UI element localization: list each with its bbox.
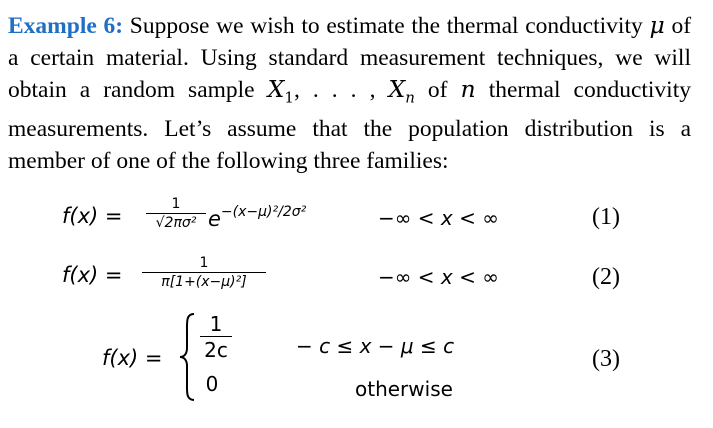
eq3-case1-numerator: 1 bbox=[209, 312, 223, 336]
x1-symbol: $X_1$ bbox=[267, 75, 294, 107]
eq1-label: (1) bbox=[592, 204, 620, 230]
eq2-range: −∞ < x < ∞ bbox=[378, 265, 499, 289]
eq1-denominator: √2πσ² bbox=[155, 215, 197, 231]
paragraph-text-4: thermal conductivity measurements. Let’s assume that the population distribution is a member of one of the following three families: bbox=[8, 77, 691, 174]
eq3-brace bbox=[178, 312, 198, 402]
eq3-case2-value: 0 bbox=[205, 372, 219, 396]
eq3-case1-condition: − c ≤ x − μ ≤ c bbox=[296, 334, 455, 358]
eq2-numerator: 1 bbox=[199, 255, 209, 271]
eq3-label: (3) bbox=[592, 346, 620, 372]
eq1-range: −∞ < x < ∞ bbox=[378, 206, 499, 230]
example-paragraph bbox=[8, 10, 691, 177]
eq1-lhs: f(x) = bbox=[62, 204, 123, 228]
eq1-numerator: 1 bbox=[171, 196, 181, 212]
paragraph-text-1: Suppose we wish to estimate the thermal conductivity bbox=[123, 13, 650, 39]
eq2-lhs: f(x) = bbox=[62, 263, 123, 287]
eq1-exponential bbox=[208, 204, 306, 231]
eq3-lhs: f(x) = bbox=[102, 346, 163, 370]
sequence-dots: , . . . , bbox=[293, 77, 389, 103]
xn-symbol: $X_n$ bbox=[388, 75, 415, 107]
n-symbol: n bbox=[460, 75, 476, 103]
eq1-exp-base: e bbox=[208, 207, 221, 231]
eq1-fraction bbox=[146, 196, 206, 231]
eq2-denominator: π[1+(x−μ)²] bbox=[161, 274, 247, 290]
mu-symbol: μ bbox=[649, 11, 665, 39]
eq2-fraction bbox=[142, 255, 266, 290]
paragraph-text-2: of a certain material. Using standard measurement techniques, we will obtain a random sample bbox=[8, 13, 692, 103]
paragraph-text-3: of bbox=[414, 77, 461, 103]
eq3-case1-denominator: 2c bbox=[204, 338, 228, 362]
eq3-case1-fraction bbox=[200, 312, 232, 363]
eq1-exp-power: −(x−μ)²/2σ² bbox=[220, 204, 307, 220]
eq2-label: (2) bbox=[592, 264, 620, 290]
eq3-case2-condition: otherwise bbox=[355, 377, 453, 401]
example-label: Example 6: bbox=[8, 13, 124, 39]
